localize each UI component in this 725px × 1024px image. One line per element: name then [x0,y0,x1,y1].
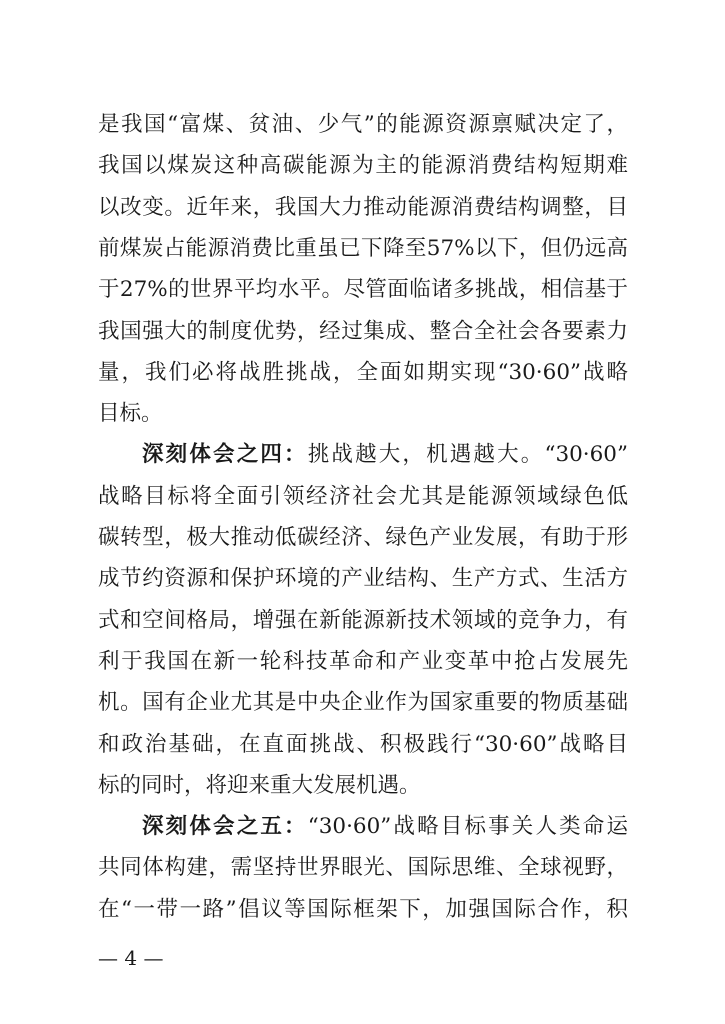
text-line [98,523,628,553]
text-line [98,151,628,181]
line-text: 机。国有企业尤其是中央企业作为国家重要的物质基础 [98,690,628,716]
text-line [98,399,628,429]
line-text: 我国以煤炭这种高碳能源为主的能源消费结构短期难 [98,153,628,179]
line-text: 碳转型，极大推动低碳经济、绿色产业发展，有助于形 [98,525,628,550]
section-heading: 深刻体会之五： [142,814,308,840]
section-heading-line [98,812,628,842]
text-line [98,564,628,594]
text-line [98,193,628,223]
line-text: 共同体构建，需坚持世界眼光、国际思维、全球视野， [98,855,628,881]
line-text: 前煤炭占能源消费比重虽已下降至57%以下，但仍远高 [98,235,628,261]
line-text: 挑战越大，机遇越大。“30·60” [307,442,628,468]
line-text: 利于我国在新一轮科技革命和产业变革中抢占发展先 [98,648,628,674]
line-text: 以改变。近年来，我国大力推动能源消费结构调整，目 [98,194,628,220]
text-line [98,606,628,636]
text-line [98,234,628,264]
line-text: 于27%的世界平均水平。尽管面临诸多挑战，相信基于 [98,277,628,303]
text-line [98,275,628,305]
line-text: 战略目标将全面引领经济社会尤其是能源领域绿色低 [98,483,628,509]
line-text: 在“一带一路”倡议等国际框架下，加强国际合作，积 [98,896,628,922]
line-text: “30·60”战略目标事关人类命运 [307,814,628,840]
text-line [98,853,628,883]
line-text: 标的同时，将迎来重大发展机遇。 [98,772,421,798]
line-text: 和政治基础，在直面挑战、积极践行“30·60”战略目 [98,731,628,757]
section-heading-line [98,440,628,470]
line-text: 是我国“富煤、贫油、少气”的能源资源禀赋决定了， [98,112,628,137]
text-line [98,771,628,801]
line-text: 式和空间格局，增强在新能源新技术领域的竞争力，有 [98,607,628,633]
line-text: 我国强大的制度优势，经过集成、整合全社会各要素力 [98,318,628,344]
text-line [98,730,628,760]
text-line [98,317,628,347]
line-text: 成节约资源和保护环境的产业结构、生产方式、生活方 [98,566,628,592]
section-heading: 深刻体会之四： [142,442,308,468]
text-line [98,482,628,512]
text-line [98,895,628,925]
line-text: 量，我们必将战胜挑战，全面如期实现“30·60”战略 [98,359,628,385]
page-number: — 4 — [98,946,164,970]
text-line [98,358,628,388]
text-line [98,647,628,677]
text-line [98,688,628,718]
line-text: 目标。 [98,401,163,427]
text-line [98,110,628,140]
